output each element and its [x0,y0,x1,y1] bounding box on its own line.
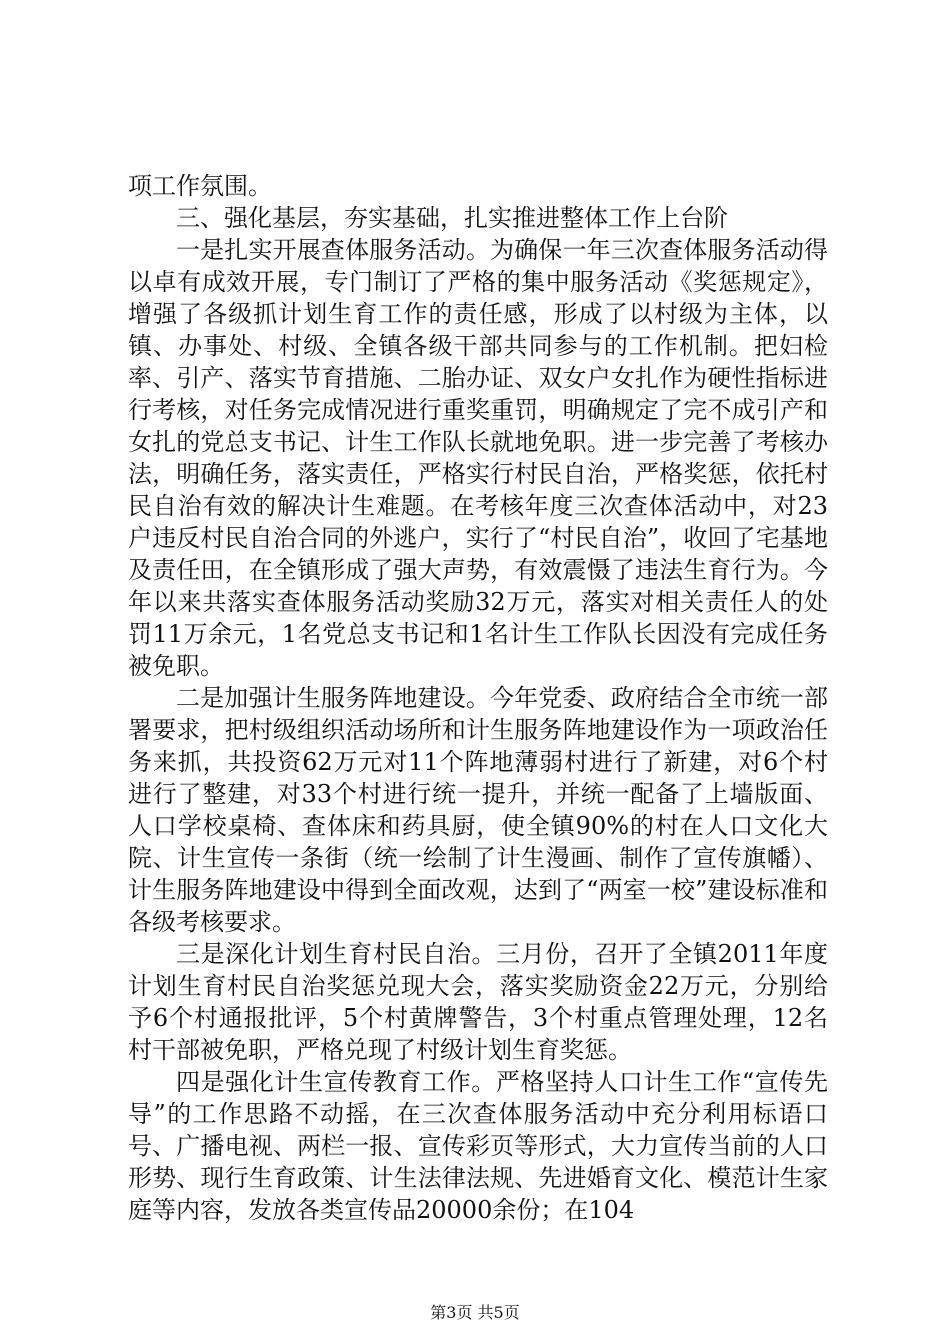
document-body [128,170,828,1226]
paragraph-continuation: 项工作氛围。 [128,172,272,200]
page-footer: 第3页 共5页 [430,1303,520,1322]
paragraph-publicity-education: 四是强化计生宣传教育工作。严格坚持人口计生工作“宣传先导”的工作思路不动摇，在三次查体服务活动中充分利用标语口号、广播电视、两栏一报、宣传彩页等形式，大力宣传当前的人口形势、现行生育政策、计生法律法规、先进婚育文化、模范计生家庭等内容，发放各类宣传品20000余份；在104 [128,1068,828,1224]
paragraph-checkup-service: 一是扎实开展查体服务活动。为确保一年三次查体服务活动得以卓有成效开展，专门制订了严格的集中服务活动《奖惩规定》，增强了各级抓计划生育工作的责任感，形成了以村级为主体，以镇、办事处、村级、全镇各级干部共同参与的工作机制。把妇检率、引产、落实节育措施、二胎办证、双女户女扎作为硬性指标进行考核，对任务完成情况进行重奖重罚，明确规定了完不成引产和女扎的党总支书记、计生工作队长就地免职。进一步完善了考核办法，明确任务，落实责任，严格实行村民自治，严格奖惩，依托村民自治有效的解决计生难题。在考核年度三次查体活动中，对23户违反村民自治合同的外逃户，实行了“村民自治”，收回了宅基地及责任田，在全镇形成了强大声势，有效震慑了违法生育行为。今年以来共落实查体服务活动奖励32万元，落实对相关责任人的处罚11万余元，1名党总支书记和1名计生工作队长因没有完成任务被免职。 [128,236,828,680]
paragraph-village-autonomy: 三是深化计划生育村民自治。三月份，召开了全镇2011年度计划生育村民自治奖惩兑现大会，落实奖励资金22万元，分别给予6个村通报批评，5个村黄牌警告，3个村重点管理处理，12名村干部被免职，严格兑现了村级计划生育奖惩。 [128,940,828,1064]
paragraph-service-station: 二是加强计生服务阵地建设。今年党委、政府结合全市统一部署要求，把村级组织活动场所和计生服务阵地建设作为一项政治任务来抓，共投资62万元对11个阵地薄弱村进行了新建，对6个村进行了整建，对33个村进行统一提升，并统一配备了上墙版面、人口学校桌椅、查体床和药具厨，使全镇90%的村在人口文化大院、计生宣传一条街（统一绘制了计生漫画、制作了宣传旗幡）、计生服务阵地建设中得到全面改观，达到了“两室一校”建设标准和各级考核要求。 [128,684,828,936]
section-heading: 三、强化基层，夯实基础，扎实推进整体工作上台阶 [176,204,728,232]
